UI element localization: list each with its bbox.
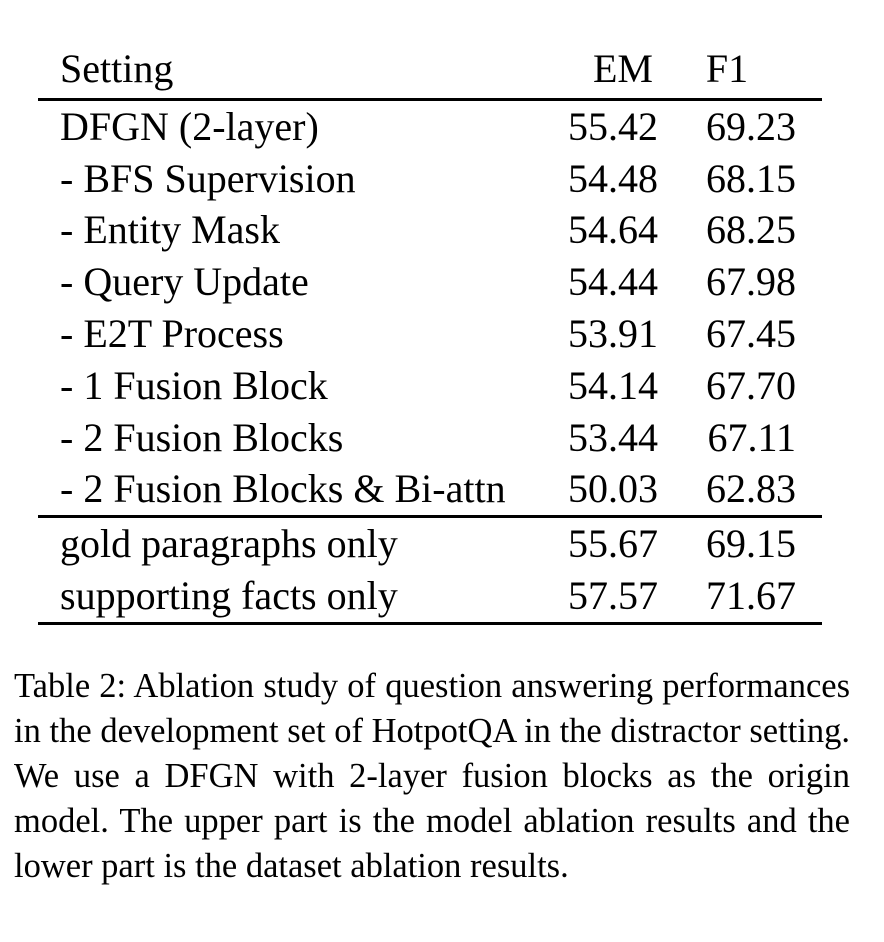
header-f1: F1	[705, 46, 749, 91]
row-em: 54.48	[568, 155, 658, 201]
model-ablation-section	[38, 100, 822, 517]
ablation-results-table	[38, 40, 822, 625]
row-f1: 62.83	[706, 466, 796, 512]
row-f1: 67.45	[706, 311, 796, 357]
row-em: 50.03	[568, 466, 658, 512]
table-row	[38, 412, 822, 464]
table-row	[38, 256, 822, 308]
dataset-ablation-section	[38, 517, 822, 624]
table-row	[38, 205, 822, 257]
row-setting: gold paragraphs only	[60, 521, 398, 567]
row-setting: - 2 Fusion Blocks	[60, 414, 344, 460]
table-row	[38, 308, 822, 360]
table-caption: Table 2: Ablation study of question answering performances in the development set of HotpotQA in the distractor setting. We use a DFGN with 2-layer fusion blocks as the origin model. The upper part is the model ablation results and the lower part is the dataset ablation results.	[14, 667, 850, 885]
row-f1: 67.98	[706, 259, 796, 305]
row-setting: DFGN (2-layer)	[60, 103, 319, 149]
row-em: 57.57	[568, 573, 658, 619]
row-f1: 69.15	[706, 521, 796, 567]
row-setting: - 1 Fusion Block	[60, 362, 328, 408]
row-f1: 68.15	[706, 155, 796, 201]
row-setting: - BFS Supervision	[60, 155, 356, 201]
row-setting: - E2T Process	[60, 311, 284, 357]
row-setting: - Query Update	[60, 259, 309, 305]
row-setting: - Entity Mask	[60, 207, 280, 253]
table-row	[38, 153, 822, 205]
row-em: 54.64	[568, 207, 658, 253]
row-f1: 67.70	[706, 362, 796, 408]
table-row	[38, 464, 822, 517]
row-em: 55.67	[568, 521, 658, 567]
row-em: 53.91	[568, 311, 658, 357]
table-header-row	[38, 40, 822, 100]
table-row	[38, 360, 822, 412]
table-row	[38, 517, 822, 570]
header-em: EM	[593, 46, 653, 91]
table-row	[38, 570, 822, 623]
row-f1: 71.67	[706, 573, 796, 619]
row-em: 54.44	[568, 259, 658, 305]
row-setting: - 2 Fusion Blocks & Bi-attn	[60, 466, 506, 512]
row-f1: 68.25	[706, 207, 796, 253]
row-em: 54.14	[568, 362, 658, 408]
row-em: 53.44	[568, 414, 658, 460]
row-setting: supporting facts only	[60, 573, 398, 619]
row-f1: 69.23	[706, 103, 796, 149]
row-f1: 67.11	[707, 414, 796, 460]
table-row	[38, 100, 822, 153]
header-setting: Setting	[60, 46, 174, 91]
row-em: 55.42	[568, 103, 658, 149]
